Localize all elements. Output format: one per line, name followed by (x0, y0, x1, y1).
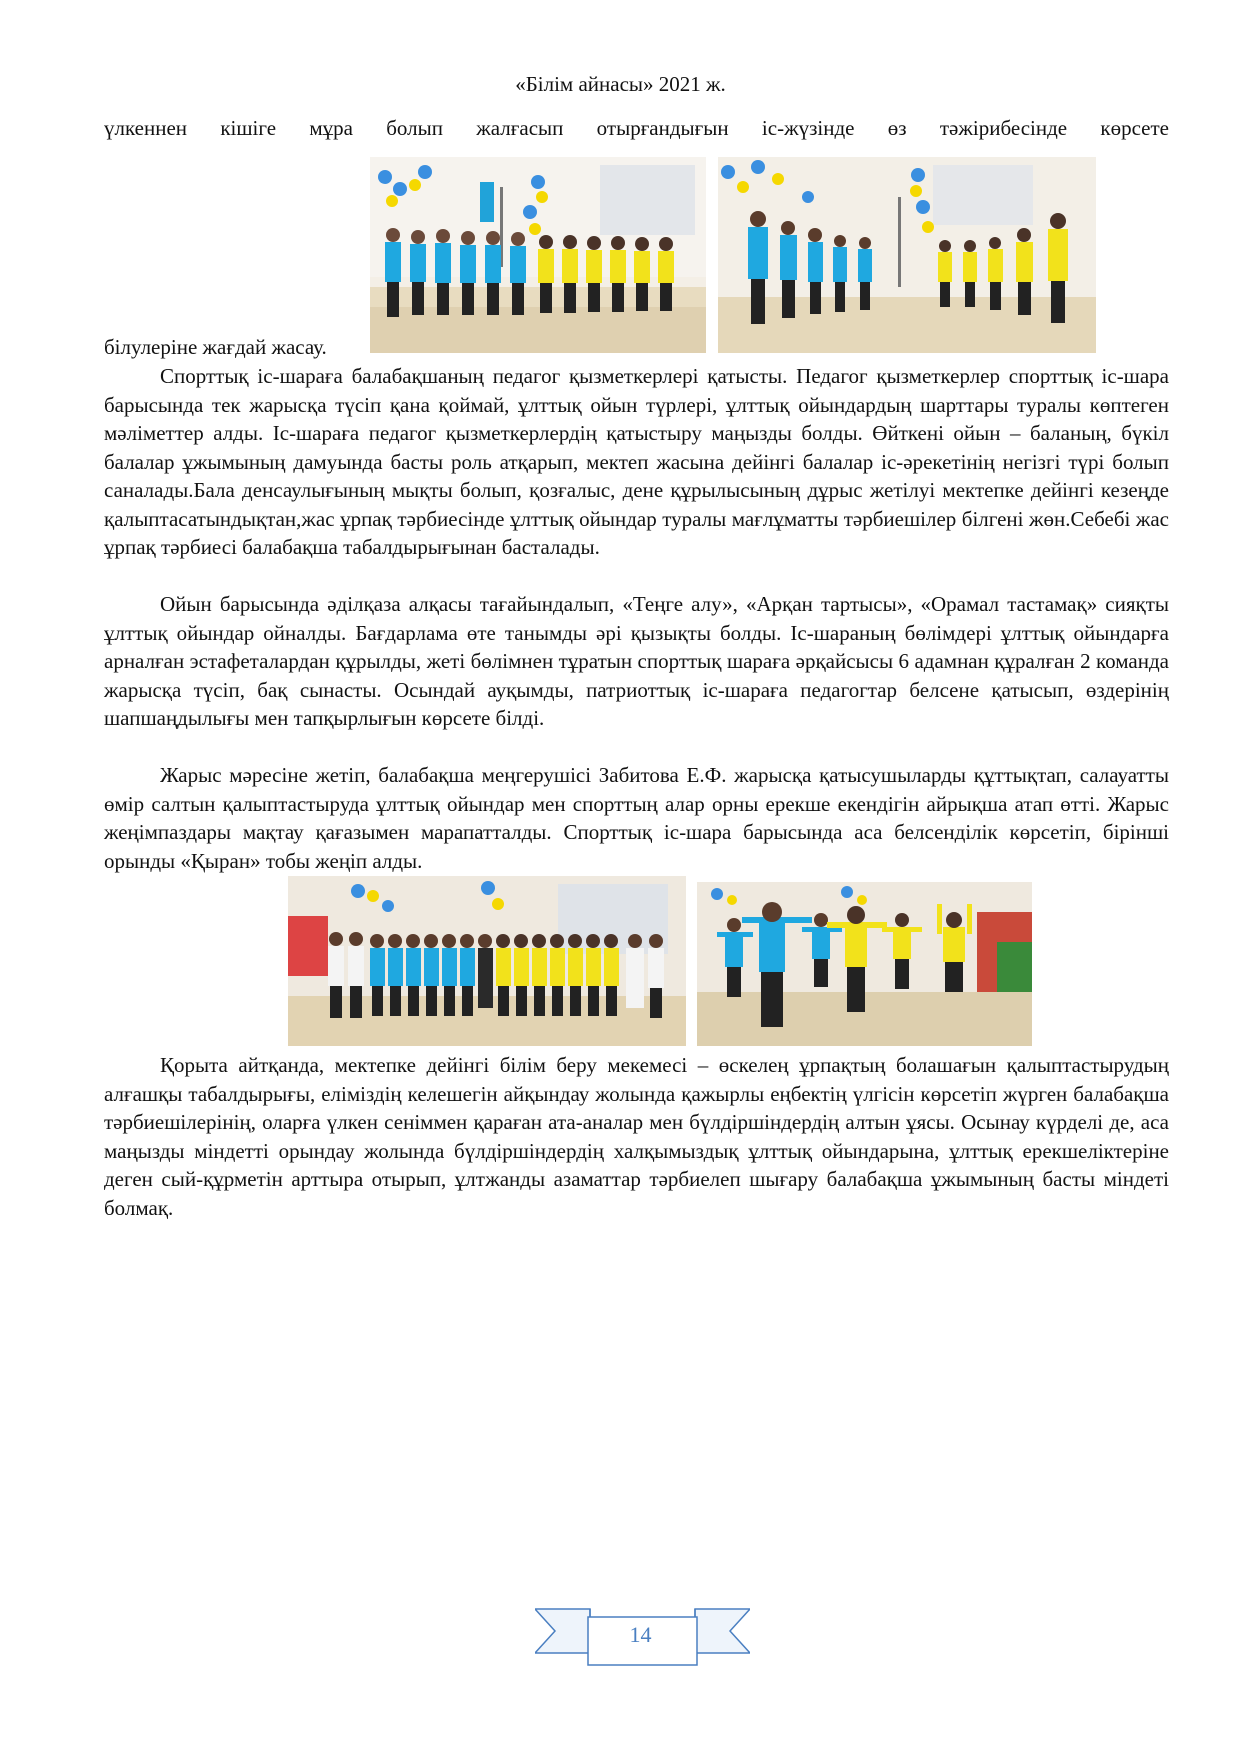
paragraph-participants: Спорттық іс-шараға балабақшаның педагог қызметкерлері қатысты. Педагог қызметкерлер спорттық іс-шара барысында тек жарысқа түсіп қана қоймай, ұлттық ойын түрлері, ұлттық ойындардың шарттары туралы көптеген мәліметтер алды. Іс-шараға педагог қызметкерлердің қатыстыру маңызды болды. Өйткені ойын – баланың, бүкіл балалар ұжымының дамуында басты роль атқарып, мектеп жасына дейінгі балалар іс-әрекетінің негізгі түрі болып саналады.Бала денсаулығының мықты болып, қозғалыс, дене құрылысының дұрыс жетілуі мектепке дейінгі кезеңде қалыптасатындықтан,жас ұрпақ тәрбиесінде ұлттық ойындар туралы мағлұматты тәрбиешілер білгені жөн.Себебі жас ұрпақ тәрбиесі балабақша табалдырығынан басталады. (104, 364, 1169, 559)
journal-header: «Білім айнасы» 2021 ж. (515, 72, 726, 96)
paragraph-intro-line: үлкеннен кішіге мұра болып жалғасып отырғандығын іс-жүзінде өз тәжірибесінде көрсете (104, 116, 1169, 140)
photo-team-walk (718, 157, 1096, 353)
paragraph-games: Ойын барысында әділқаза алқасы тағайындалып, «Теңге алу», «Арқан тартысы», «Орамал тастамақ» сияқты ұлттық ойындар ойналды. Бағдарлама өте танымды әрі қызықты болды. Іс-шараның бөлімдері ұлттық ойындарға арналған эстафеталардан құрылды, жеті бөлімнен тұратын спорттық шараға әрқайсысы 6 адамнан құралған 2 команда жарысқа түсіп, бақ сынасты. Осындай ауқымды, патриоттық іс-шараға педагогтар белсене қатысып, өздерінің шапшаңдылығы мен тапқырлығын көрсете білді. (104, 592, 1169, 730)
paragraph-results: Жарыс мәресіне жетіп, балабақша меңгерушісі Забитова Е.Ф. жарысқа қатысушыларды құттықтап, салауатты өмір салтын қалыптастыруда ұлттық ойындар мен спорттың алар орны ерекше екендігін айрықша атап өтті. Жарыс жеңімпаздары мақтау қағазымен марапатталды. Спорттық іс-шара барысында аса белсенділік көрсетіп, бірінші орынды «Қыран» тобы жеңіп алды. (104, 763, 1169, 873)
paragraph-intro-end: білулеріне жағдай жасау. (104, 335, 327, 359)
photo-team-lineup (370, 157, 706, 353)
page-number: 14 (629, 1622, 652, 1647)
paragraph-conclusion: Қорыта айтқанда, мектепке дейінгі білім беру мекемесі – өскелең ұрпақтың болашағын қалыптастырудың алғашқы табалдырығы, еліміздің келешегін айқындау жолында қажырлы еңбектің үлгісін көрсетіп жүрген балабақша тәрбиешілерінің, оларға үлкен сеніммен қараған ата-аналар мен бүлдіршіндердің алтын ұясы. Осынау күрделі де, аса маңызды міндетті орындау жолында бүлдіршіндердің халқымыздық ұлттық ойындарына, ұлттық ерекшеліктеріне деген сый-құрметін арттыра отырып, ұлтжанды азаматтар тәрбиелеп шығару балабақша ұжымының басты міндеті болмақ. (104, 1053, 1169, 1220)
photo-exercise (697, 882, 1032, 1046)
photo-award-group (288, 876, 686, 1046)
